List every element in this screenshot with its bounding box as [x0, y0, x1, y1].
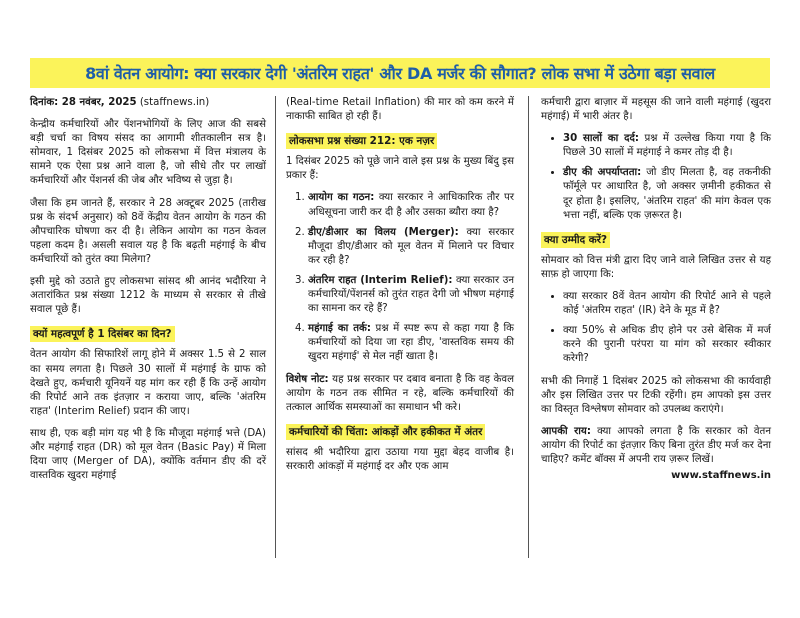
section-heading: लोकसभा प्रश्न संख्या 212: एक नज़र [286, 133, 437, 149]
item-label: डीए की अपर्याप्तता: [563, 167, 642, 179]
opinion-label: आपकी राय: [541, 425, 591, 437]
headline: 8वां वेतन आयोग: क्या सरकार देगी 'अंतरिम राहत' और DA मर्जर की सौगात? लोक सभा में उठेगा बड़ा सवाल [85, 64, 715, 83]
list-item: • क्या सरकार 8वें वेतन आयोग की रिपोर्ट आने से पहले कोई 'अंतरिम राहत' (IR) देने के मूड में है? [563, 290, 771, 318]
section-heading: कर्मचारियों की चिंता: आंकड़ों और हकीकत में अंतर [286, 424, 485, 440]
paragraph: जैसा कि हम जानते हैं, सरकार ने 28 अक्टूबर 2025 (तारीख प्रश्न के संदर्भ अनुसार) को 8वें केंद्रीय वेतन आयोग के गठन की औपचारिक घोषणा कर दी है। लेकिन आयोग का गठन केवल पहला कदम है। असली सवाल यह है कि बढ़ती महंगाई के बीच कर्मचारियों को तुरंत क्या मिलेगा? [30, 197, 266, 265]
your-opinion [541, 425, 771, 467]
item-text: प्रश्न में उल्लेख किया गया है कि पिछले 30 सालों में महंगाई ने कमर तोड़ दी है। [563, 133, 771, 159]
item-text: जो डीए मिलता है, वह तकनीकी फॉर्मूले पर आधारित है, जो अक्सर ज़मीनी हकीकत से दूर होता है। इसलिए, 'अंतरिम राहत' की मांग केवल एक भत्ता नहीं, बल्कि एक ज़रूरत है। [563, 167, 772, 221]
note-text: यह प्रश्न सरकार पर दबाव बनाता है कि वह केवल आयोग के गठन तक सीमित न रहे, बल्कि कर्मचारियों की तत्काल आर्थिक समस्याओं का समाधान भी करे। [286, 373, 515, 413]
list-item [308, 191, 514, 219]
section-heading: क्या उम्मीद करें? [541, 232, 610, 248]
item-label: अंतरिम राहत (Interim Relief): [308, 274, 453, 286]
paragraph: इसी मुद्दे को उठाते हुए लोकसभा सांसद श्री आनंद भदौरिया ने अतारांकित प्रश्न संख्या 1212 के माध्यम से सरकार से तीखे सवाल पूछे हैं। [30, 276, 266, 316]
expectation-list [541, 290, 771, 366]
dateline-paragraph [30, 96, 266, 110]
dateline: दिनांक: 28 नवंबर, 2025 [30, 97, 137, 108]
column-2 [286, 96, 514, 482]
paragraph: साथ ही, एक बड़ी मांग यह भी है कि मौजूदा महंगाई भत्ते (DA) और महंगाई राहत (DR) को मूल वेतन (Basic Pay) में मिला दिया जाए (Merger of DA), क्योंकि वर्तमान डीए की दरें वास्तविक खुदरा महंगाई [30, 427, 266, 482]
paragraph: वेतन आयोग की सिफारिशें लागू होने में अक्सर 1.5 से 2 साल का समय लगता है। पिछले 30 सालों में महंगाई के ग्राफ को देखते हुए, कर्मचारी यूनियनें यह मांग कर रही हैं कि उन्हें आयोग की रिपोर्ट आने तक इंतज़ार न कराया जाए, बल्कि 'अंतरिम राहत' (Interim Relief) प्रदान की जाए। [30, 349, 266, 417]
item-label: आयोग का गठन: [308, 192, 375, 204]
website-link[interactable]: www.staffnews.in [671, 470, 771, 482]
paragraph: 1 दिसंबर 2025 को पूछे जाने वाले इस प्रश्न के मुख्य बिंदु इस प्रकार हैं: [286, 156, 514, 182]
item-text: क्या सरकार मौजूदा डीए/डीआर को मूल वेतन में मिलाने पर विचार कर रही है? [308, 226, 515, 266]
opinion-text: क्या आपको लगता है कि सरकार को वेतन आयोग की रिपोर्ट का इंतज़ार किए बिना तुरंत डीए मर्ज कर देना चाहिए? कमेंट बॉक्स में अपनी राय ज़रूर लिखें। [541, 425, 772, 465]
special-note [286, 373, 514, 415]
column-divider [528, 96, 529, 558]
list-item [563, 132, 771, 160]
list-item [563, 166, 771, 222]
question-points-list [286, 191, 514, 364]
item-label: डीए/डीआर का विलय (Merger): [308, 226, 459, 238]
item-text: क्या सरकार उन कर्मचारियों/पेंशनर्स को तुरंत राहत देगी जो भीषण महंगाई का सामना कर रहे हैं? [308, 274, 514, 315]
item-text: क्या सरकार ने आधिकारिक तौर पर अधिसूचना जारी कर दी है और उसका ब्यौरा क्या है? [308, 192, 514, 218]
paragraph: सोमवार को वित्त मंत्री द्वारा दिए जाने वाले लिखित उत्तर से यह साफ़ हो जाएगा कि: [541, 254, 771, 280]
paragraph: सभी की निगाहें 1 दिसंबर 2025 को लोकसभा की कार्यवाही और इस लिखित उत्तर पर टिकी रहेंगी। हम आपको इस उत्तर का विस्तृत विश्लेषण सोमवार को उपलब्ध कराएंगे। [541, 375, 771, 415]
list-item [308, 226, 514, 268]
paragraph: कर्मचारी द्वारा बाज़ार में महसूस की जाने वाली महंगाई (खुदरा महंगाई) में भारी अंतर है। [541, 97, 771, 123]
section-heading: क्यों महत्वपूर्ण है 1 दिसंबर का दिन? [30, 326, 175, 342]
source: (staffnews.in) [136, 97, 210, 108]
list-item [308, 322, 514, 364]
list-item [308, 274, 514, 316]
column-1 [30, 96, 266, 491]
note-label: विशेष नोट: [286, 373, 329, 385]
column-3 [541, 96, 771, 483]
item-text: प्रश्न में स्पष्ट रूप से कहा गया है कि कर्मचारियों को दिया जा रहा डीए, 'वास्तविक समय की खुदरा महंगाई' से मेल नहीं खाता है। [308, 323, 514, 363]
concern-list [541, 132, 771, 223]
item-label: 30 सालों का दर्द: [563, 133, 639, 145]
paragraph: सांसद श्री भदौरिया द्वारा उठाया गया मुद्दा बेहद वाजीब है। सरकारी आंकड़ों में महंगाई दर और एक आम [286, 446, 514, 472]
headline-banner [30, 58, 770, 88]
column-divider [275, 96, 276, 558]
paragraph: (Real-time Retail Inflation) की मार को कम करने में नाकाफी साबित हो रही हैं। [286, 97, 514, 123]
list-item: • क्या 50% से अधिक डीए होने पर उसे बेसिक में मर्ज करने की पुरानी परंपरा या मांग को सरकार स्वीकार करेगी? [563, 324, 771, 366]
paragraph: केन्द्रीय कर्मचारियों और पेंशनभोगियों के लिए आज की सबसे बड़ी चर्चा का विषय संसद का आगामी शीतकालीन सत्र है। सोमवार, 1 दिसंबर 2025 को लोकसभा में वित्त मंत्रालय के सामने एक ऐसा प्रश्न आने वाला है, जो सीधे तौर पर लाखों कर्मचारियों और पेंशनर्स की जेब और भविष्य से जुड़ा है। [30, 119, 266, 187]
item-label: महंगाई का तर्क: [308, 323, 371, 335]
